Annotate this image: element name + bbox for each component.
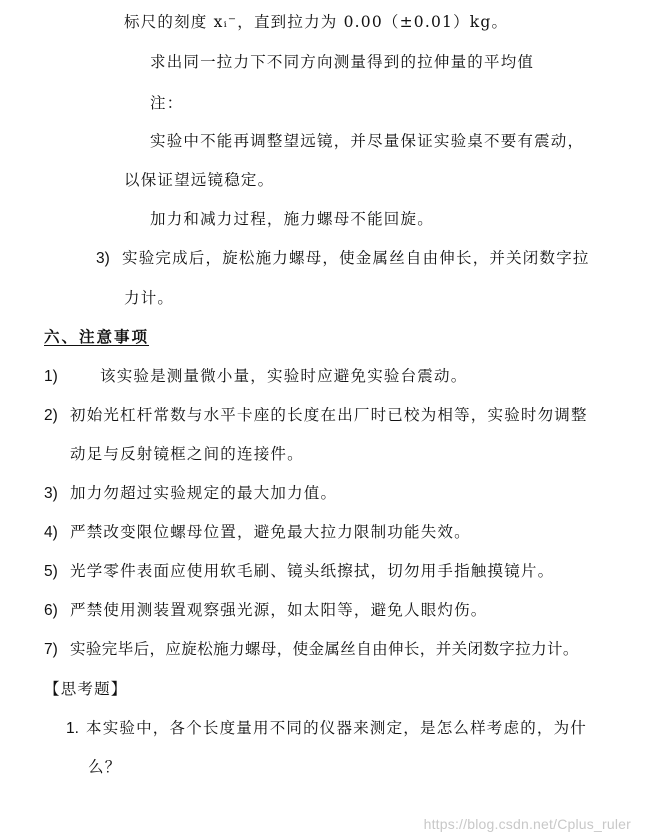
list-item-text-cont: 动足与反射镜框之间的连接件。 (70, 445, 304, 463)
list-item-number: 5) (44, 563, 58, 580)
step-text-line: 标尺的刻度 xᵢ⁻，直到拉力为 0.00（±0.01）kg。 (124, 13, 509, 31)
list-item-number: 3) (44, 485, 58, 502)
list-item (44, 600, 488, 621)
list-item-number: 6) (44, 602, 58, 619)
list-item-number: 2) (44, 407, 58, 424)
list-item-text: 光学零件表面应使用软毛刷、镜头纸擦拭，切勿用手指触摸镜片。 (70, 562, 555, 580)
note-text-line: 加力和减力过程，施力螺母不能回旋。 (150, 210, 434, 228)
list-item (44, 366, 467, 387)
list-item-text: 严禁改变限位螺母位置，避免最大拉力限制功能失效。 (70, 523, 471, 541)
list-item-number: 7) (44, 641, 58, 658)
step-3-number: 3) (96, 250, 110, 267)
note-label: 注： (150, 94, 184, 112)
step-3 (96, 248, 590, 269)
question-1-text-cont: 么？ (88, 758, 122, 776)
list-item (44, 639, 579, 660)
list-item-text: 该实验是测量微小量，实验时应避免实验台震动。 (100, 367, 468, 385)
list-item (44, 522, 471, 543)
question-1 (66, 718, 587, 739)
question-1-number: 1. (66, 720, 79, 737)
section-heading: 六、注意事项 (44, 327, 150, 346)
list-item-text: 加力勿超过实验规定的最大加力值。 (70, 484, 338, 502)
note-text-line: 以保证望远镜稳定。 (124, 171, 275, 189)
list-item (44, 561, 554, 582)
list-item-text: 实验完毕后，应旋松施力螺母，使金属丝自由伸长，并关闭数字拉力计。 (70, 640, 579, 658)
list-item-number: 1) (44, 368, 58, 385)
question-1-text: 本实验中，各个长度量用不同的仪器来测定，是怎么样考虑的，为什 (86, 719, 588, 737)
list-item (44, 405, 588, 426)
note-text-line: 实验中不能再调整望远镜，并尽量保证实验桌不要有震动， (150, 132, 585, 150)
questions-heading: 【思考题】 (44, 680, 128, 698)
list-item-text: 初始光杠杆常数与水平卡座的长度在出厂时已校为相等，实验时勿调整 (70, 406, 588, 424)
list-item (44, 483, 337, 504)
step-3-text: 实验完成后，旋松施力螺母，使金属丝自由伸长，并关闭数字拉 (122, 249, 590, 267)
step-text-line: 求出同一拉力下不同方向测量得到的拉伸量的平均值 (150, 53, 535, 71)
list-item-number: 4) (44, 524, 58, 541)
list-item-text: 严禁使用测装置观察强光源，如太阳等，避免人眼灼伤。 (70, 601, 488, 619)
watermark: https://blog.csdn.net/Cplus_ruler (423, 816, 631, 832)
step-3-text-cont: 力计。 (124, 289, 175, 307)
